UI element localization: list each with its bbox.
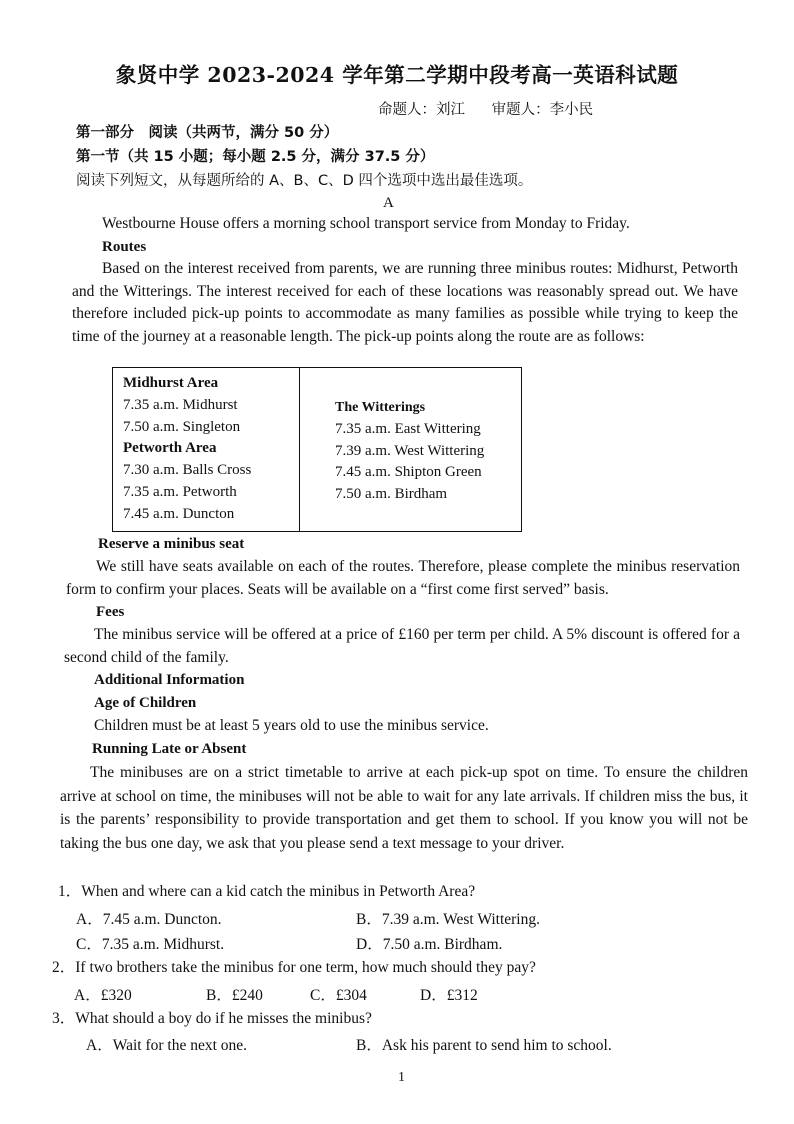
routes-text: Based on the interest received from parents, we are running three minibus routes: Midhurst, Petworth and the Witterings. The interest received for each of these locations was reasonably spread out. We have therefore included pick-up points to accommodate as many families as possible while trying to keep the time of the journey at a reasonable length. The pick-up points along the route are as follows:	[72, 260, 738, 345]
routes-heading: Routes	[102, 239, 147, 255]
reviewer-label: 审题人：李小民	[491, 102, 594, 118]
question-text: When and where can a kid catch the minibus in Petworth Area?	[81, 883, 476, 900]
additional-heading: Additional Information	[94, 672, 245, 688]
question-number: 2．	[52, 959, 76, 976]
option-a: A．7.45 a.m. Duncton.	[76, 911, 222, 928]
option-d: D．7.50 a.m. Birdham.	[356, 936, 503, 953]
question-1	[58, 881, 475, 903]
fees-text: The minibus service will be offered at a price of £160 per term per child. A 5% discount is offered for a second child of the family.	[64, 626, 740, 666]
left-column	[123, 373, 251, 526]
pickup-item: 7.45 a.m. Duncton	[123, 505, 235, 522]
age-text: Children must be at least 5 years old to use the minibus service.	[94, 717, 489, 734]
pickup-item: 7.35 a.m. East Wittering	[335, 420, 481, 437]
question-number: 1．	[58, 883, 82, 900]
pickup-item: 7.39 a.m. West Wittering	[335, 442, 485, 459]
exam-title: 象贤中学 2023-2024 学年第二学期中段考高一英语科试题	[115, 63, 679, 87]
part-heading: 第一部分 阅读（共两节，满分 50 分）	[76, 125, 339, 141]
passage-intro: Westbourne House offers a morning school transport service from Monday to Friday.	[102, 215, 630, 232]
pickup-table	[112, 367, 522, 532]
question-text: If two brothers take the minibus for one term, how much should they pay?	[75, 959, 536, 976]
question-text: What should a boy do if he misses the minibus?	[75, 1010, 372, 1027]
pickup-item: 7.35 a.m. Midhurst	[123, 396, 238, 413]
option-a: A．Wait for the next one.	[86, 1037, 248, 1054]
question-number: 3．	[52, 1010, 76, 1027]
option-d: D．£312	[420, 987, 478, 1004]
question-2	[52, 957, 536, 979]
pickup-item: 7.45 a.m. Shipton Green	[335, 464, 482, 481]
pickup-item: 7.50 a.m. Birdham	[335, 486, 448, 503]
reserve-heading: Reserve a minibus seat	[98, 536, 245, 552]
petworth-heading: Petworth Area	[123, 440, 217, 457]
option-b: B．Ask his parent to send him to school.	[356, 1037, 612, 1054]
fees-heading: Fees	[96, 604, 125, 620]
table-divider	[299, 368, 300, 531]
pickup-item: 7.30 a.m. Balls Cross	[123, 462, 252, 479]
direction-text: 阅读下列短文，从每题所给的 A、B、C、D 四个选项中选出最佳选项。	[76, 173, 533, 189]
setter-label: 命题人：刘江	[378, 102, 465, 118]
pickup-item: 7.35 a.m. Petworth	[123, 483, 237, 500]
option-b: B．£240	[206, 987, 263, 1004]
late-text: The minibuses are on a strict timetable to arrive at each pick-up spot on time. To ensure the children arrive at school on time, the minibuses will not be able to wait for any late arrivals. If children miss the bus, it is the parents’ responsibility to provide transportation and get them to school. If you know you will not be taking the bus one day, we ask that you please send a text message to your driver.	[60, 764, 748, 852]
passage-label: A	[383, 195, 394, 211]
late-heading: Running Late or Absent	[92, 741, 247, 757]
pickup-item: 7.50 a.m. Singleton	[123, 418, 241, 435]
section-heading: 第一节（共 15 小题；每小题 2.5 分，满分 37.5 分）	[76, 149, 435, 165]
question-3	[52, 1008, 372, 1030]
page-number: 1	[398, 1070, 405, 1085]
exam-authors	[378, 98, 615, 119]
witterings-heading: The Witterings	[335, 400, 426, 415]
midhurst-heading: Midhurst Area	[123, 375, 219, 391]
option-c: C．7.35 a.m. Midhurst.	[76, 936, 225, 953]
right-column	[335, 397, 484, 506]
age-heading: Age of Children	[94, 695, 197, 711]
reserve-text: We still have seats available on each of the routes. Therefore, please complete the minibus reservation form to confirm your places. Seats will be available on a “first come first served” basis.	[66, 558, 740, 598]
option-c: C．£304	[310, 987, 367, 1004]
option-a: A．£320	[74, 987, 132, 1004]
option-b: B．7.39 a.m. West Wittering.	[356, 911, 540, 928]
